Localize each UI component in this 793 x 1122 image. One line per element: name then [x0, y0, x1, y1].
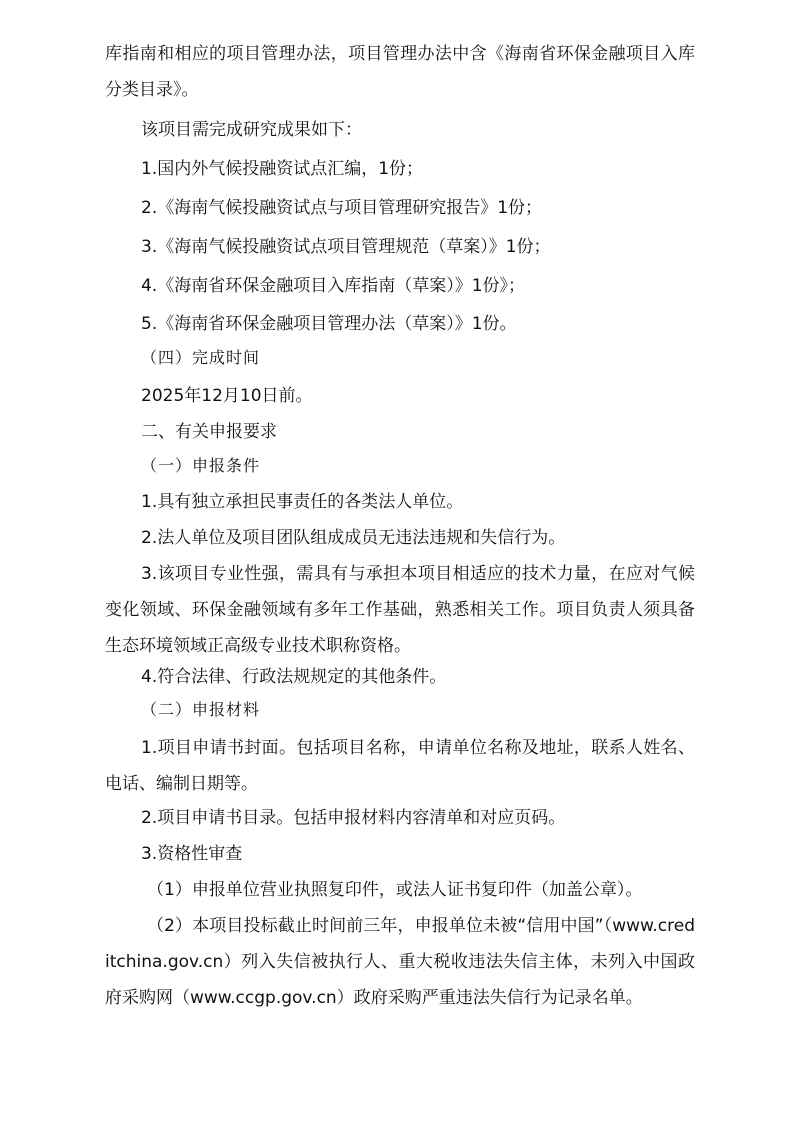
paragraph-directory-note: 库指南和相应的项目管理办法，项目管理办法中含《海南省环保金融项目入库分类目录》。: [105, 44, 695, 100]
sub-item-qualification-1: （1）申报单位营业执照复印件，或法人证书复印件（加盖公章）。: [147, 880, 643, 900]
section-heading-conditions: （一）申报条件: [141, 456, 261, 475]
list-item-outcome-4: 4.《海南省环保金融项目入库指南（草案）》1份》；: [141, 276, 526, 296]
section-heading-requirements: 二、有关申报要求: [141, 422, 277, 442]
list-item-material-1: 1.项目申请书封面。包括项目名称，申请单位名称及地址，联系人姓名、电话、编制日期等。: [105, 738, 695, 794]
list-item-condition-4: 4.符合法律、行政法规规定的其他条件。: [141, 667, 447, 687]
list-item-outcome-3: 3.《海南气候投融资试点项目管理规范（草案）》1份；: [141, 237, 551, 257]
list-item-material-3: 3.资格性审查: [141, 844, 243, 864]
paragraph-outcomes-intro: 该项目需完成研究成果如下：: [141, 120, 362, 140]
section-heading-completion-time: （四）完成时间: [141, 348, 261, 367]
list-item-condition-3: 3.该项目专业性强，需具有与承担本项目相适应的技术力量，在应对气候变化领域、环保金融领域有多年工作基础，熟悉相关工作。项目负责人须具备生态环境领域正高级专业技术职称资格。: [105, 564, 695, 656]
list-item-condition-1: 1.具有独立承担民事责任的各类法人单位。: [141, 492, 464, 512]
list-item-outcome-2: 2.《海南气候投融资试点与项目管理研究报告》1份；: [141, 198, 543, 218]
list-item-outcome-1: 1.国内外气候投融资试点汇编，1份；: [141, 159, 424, 179]
list-item-outcome-5: 5.《海南省环保金融项目管理办法（草案）》1份。: [141, 314, 517, 334]
list-item-condition-2: 2.法人单位及项目团队组成成员无违法违规和失信行为。: [141, 528, 566, 548]
list-item-material-2: 2.项目申请书目录。包括申报材料内容清单和对应页码。: [141, 808, 566, 828]
section-heading-materials: （二）申报材料: [141, 700, 261, 719]
sub-item-qualification-2: （2）本项目投标截止时间前三年，申报单位未被“信用中国”（www.creditchina.gov.cn）列入失信被执行人、重大税收违法失信主体，未列入中国政府采购网（www.ccgp.gov.cn）政府采购严重违法失信行为记录名单。: [105, 916, 695, 1008]
paragraph-deadline: 2025年12月10日前。: [141, 386, 313, 406]
